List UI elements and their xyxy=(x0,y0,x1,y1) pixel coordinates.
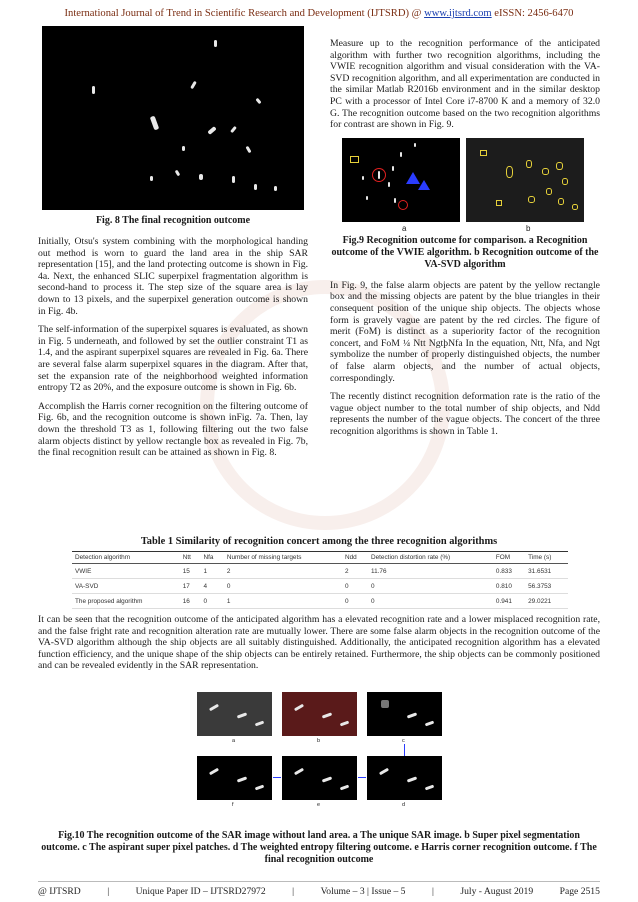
table-cell: 1 xyxy=(201,564,224,579)
table-row xyxy=(72,564,568,579)
footer-volume: Volume – 3 | Issue – 5 xyxy=(320,886,406,897)
column-header: Nfa xyxy=(201,552,224,564)
journal-header xyxy=(0,8,638,19)
table-cell: 4 xyxy=(201,579,224,594)
footer-page: Page 2515 xyxy=(559,886,600,897)
fig8-image xyxy=(42,26,304,210)
fig10-label-f: f xyxy=(232,802,234,808)
table-cell: 31.6531 xyxy=(525,564,568,579)
table-cell: 0.941 xyxy=(493,594,525,609)
header-title: International Journal of Trend in Scientific Research and Development (IJTSRD) @ xyxy=(64,8,425,19)
footer-separator: | xyxy=(107,886,110,897)
fig10 xyxy=(197,692,442,830)
footer-date: July - August 2019 xyxy=(460,886,534,897)
fig10-label-c: c xyxy=(402,738,405,744)
table-cell: 16 xyxy=(180,594,201,609)
table-cell: 29.0221 xyxy=(525,594,568,609)
paragraph: Initially, Otsu's system combining with the morphological handing out method is worn to guard the land area in the ship SAR representation [15], and the land protecting outcome is shown in Fig. 4a. Next, the enhanced SLIC superpixel fragmentation algorithm is second-hand to process it. The step size of the square area is lay down to 13 pixels, and the superpixel generation outcome is shown in Fig. 4b. xyxy=(38,236,308,317)
results-table xyxy=(72,551,568,609)
table-cell: VWIE xyxy=(72,564,180,579)
table-cell: 0 xyxy=(368,594,493,609)
fig9-label-a: a xyxy=(402,223,407,233)
table-cell: 11.76 xyxy=(368,564,493,579)
fig10a-image xyxy=(197,692,272,736)
column-header: Ntt xyxy=(180,552,201,564)
page-footer xyxy=(38,881,600,897)
column-header: Detection distortion rate (%) xyxy=(368,552,493,564)
fig10-caption: Fig.10 The recognition outcome of the SAR image without land area. a The unique SAR image. b Super pixel segmentation outcome. c The aspirant super pixel patches. d The weighted entropy filtering outcome. e Harris corner recognition outcome. f The final recognition outcome xyxy=(41,830,597,865)
fig9-caption: Fig.9 Recognition outcome for comparison. a Recognition outcome of the VWIE algorithm. b Recognition outcome of the VA-SVD algorithm xyxy=(331,234,599,270)
footer-paper-id: Unique Paper ID – IJTSRD27972 xyxy=(135,886,266,897)
column-header: Ndd xyxy=(342,552,368,564)
fig10e-image xyxy=(282,756,357,800)
column-header: Detection algorithm xyxy=(72,552,180,564)
fig9 xyxy=(342,138,584,222)
paragraph: The self-information of the superpixel squares is evaluated, as shown in Fig. 5 underneath, and followed by set the outlier constraint T1 as 1.4, and the aspirant superpixel squares are revealed in Fig. 6a. There are several false alarm superpixel squares in the diagram. After that, set the expansion rate of the neighborhood weighted information entropy T2 as 20%, and the exposure outcome is shown in Fig. 6b. xyxy=(38,324,308,394)
fig9-label-b: b xyxy=(526,223,531,233)
fig10c-image xyxy=(367,692,442,736)
table-cell: 0.833 xyxy=(493,564,525,579)
table-title: Table 1 Similarity of recognition concert among the three recognition algorithms xyxy=(140,536,498,547)
arrow-left-icon xyxy=(273,777,281,778)
paragraph: Measure up to the recognition performance of the anticipated algorithm with further two recognition algorithms, including the VWIE recognition algorithm and visual consideration with the VA-SVD recognition algorithm, and all experimentation are conducted in the similar Matlab R2016b environment and in the similar desktop PC with a processor of Intel Core i7-8700 K and a memory of 32.0 G. The recognition outcome based on the two recognition algorithms for contrast are shown in Fig. 9. xyxy=(330,38,600,131)
table-cell: The proposed algorithm xyxy=(72,594,180,609)
table-cell: 0 xyxy=(342,579,368,594)
fig10-label-b: b xyxy=(317,738,321,744)
table-cell: 2 xyxy=(342,564,368,579)
table-cell: 15 xyxy=(180,564,201,579)
paragraph: Accomplish the Harris corner recognition on the filtering outcome of Fig. 6b, and the recognition outcome is shown inFig. 7a. Then, lay down the threshold T3 as 1, following filtering out the two false alarm objects distinct by yellow rectangle box as revealed in Fig. 7b, the final recognition result can be attained as shown in Fig. 8. xyxy=(38,400,308,459)
table-cell: 0.810 xyxy=(493,579,525,594)
table-cell: 0 xyxy=(342,594,368,609)
journal-link[interactable]: www.ijtsrd.com xyxy=(424,8,492,19)
fig10-label-a: a xyxy=(232,738,236,744)
footer-journal: @ IJTSRD xyxy=(38,886,81,897)
table-cell: 56.3753 xyxy=(525,579,568,594)
header-issn: eISSN: 2456-6470 xyxy=(491,8,574,19)
fig10-label-d: d xyxy=(402,802,406,808)
table-cell: 0 xyxy=(201,594,224,609)
table-row xyxy=(72,594,568,609)
paragraph: The recently distinct recognition deformation rate is the ratio of the vague object number to the total number of ship objects, and Ndd represents the number of the vague objects. The concert of the three recognition algorithms is shown in Table 1. xyxy=(330,391,600,437)
fig10b-image xyxy=(282,692,357,736)
fig9a-image xyxy=(342,138,460,222)
column-header: FOM xyxy=(493,552,525,564)
paragraph: It can be seen that the recognition outcome of the anticipated algorithm has a elevated recognition rate and a lower misplaced recognition rate, and the false fright rate and recognition alteration rate are mutually lower. There are some false alarm objects in the recognition outcome of the VA-SVD algorithm although the ship objects are all suitably distinguished. Additionally, the anticipated recognition algorithm has a elevated function efficiency, and the unique shape of the ship objects can be entirely retained. Furthermore, the ship objects can be commonly positioned and can be revealed evidently in the SAR representation. xyxy=(38,614,600,672)
arrow-down-icon xyxy=(404,744,405,756)
table-cell: 1 xyxy=(224,594,342,609)
footer-separator: | xyxy=(431,886,434,897)
table-cell: VA-SVD xyxy=(72,579,180,594)
table-cell: 17 xyxy=(180,579,201,594)
column-header: Number of missing targets xyxy=(224,552,342,564)
right-column xyxy=(330,38,600,444)
table-cell: 0 xyxy=(224,579,342,594)
left-column xyxy=(38,26,308,466)
column-header: Time (s) xyxy=(525,552,568,564)
fig8-caption: Fig. 8 The final recognition outcome xyxy=(95,215,251,226)
fig10-label-e: e xyxy=(317,802,321,808)
arrow-left-icon xyxy=(358,777,366,778)
table-row xyxy=(72,579,568,594)
table-header-row xyxy=(72,552,568,564)
fig10f-image xyxy=(197,756,272,800)
table-cell: 2 xyxy=(224,564,342,579)
table-cell: 0 xyxy=(368,579,493,594)
fig10d-image xyxy=(367,756,442,800)
paragraph: In Fig. 9, the false alarm objects are patent by the yellow rectangle box and the missing objects are patent by the blue triangles in their consequent position of the unique ship objects. The objects whose form is gravely vague are patent by the red circles. The figure of merit (FoM) is distinct as a superiority factor of the recognition concert, and FoM ¼ Ntt NgtþNfa In the equation, Ntt, Nfa, and Ngt symbolize the number of properly distinguished objects, the number of false alarm objects, and the number of actual objects, correspondingly. xyxy=(330,279,600,384)
footer-separator: | xyxy=(292,886,295,897)
fig9b-image xyxy=(466,138,584,222)
